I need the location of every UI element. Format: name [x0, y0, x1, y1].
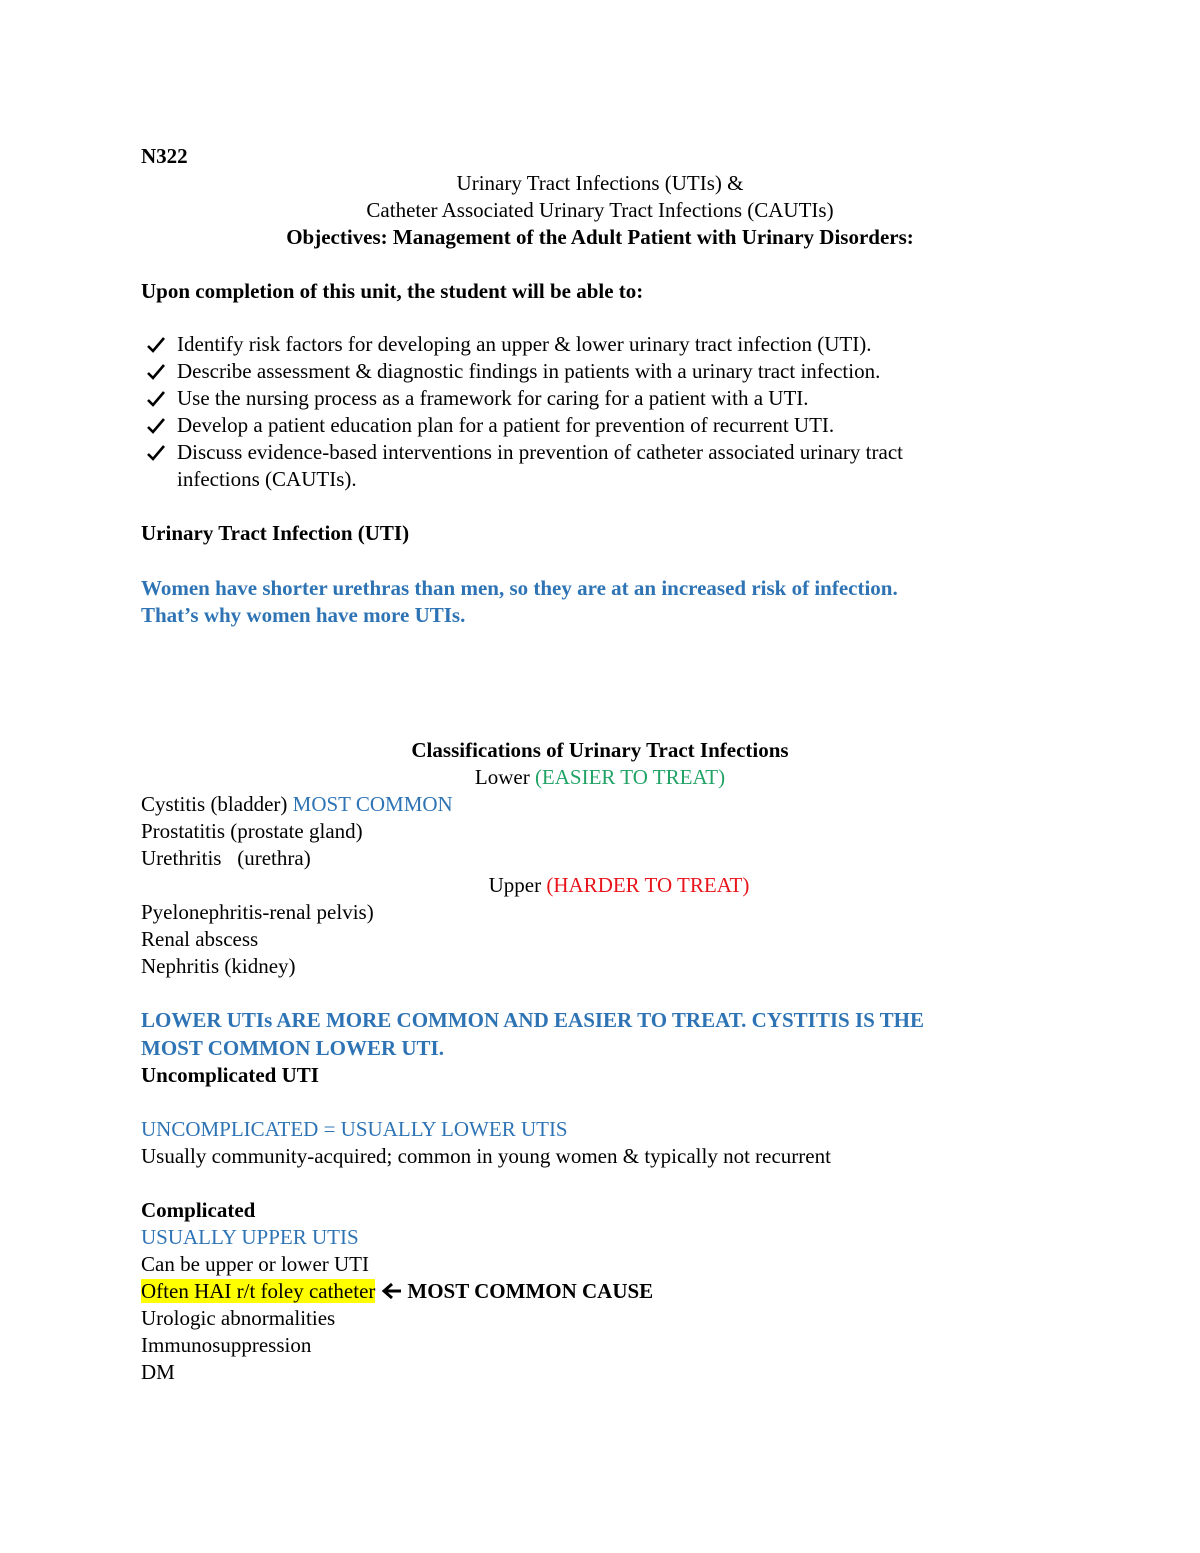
objective-text: Use the nursing process as a framework for caring for a patient with a UTI.: [177, 386, 809, 410]
uti-heading: Urinary Tract Infection (UTI): [141, 521, 410, 545]
checkmark-icon: [146, 439, 166, 466]
course-code: N322: [141, 144, 188, 168]
title-line-1: Urinary Tract Infections (UTIs) &: [456, 171, 744, 195]
complicated-item: Urologic abnormalities: [141, 1306, 336, 1330]
classifications-heading: Classifications of Urinary Tract Infections: [411, 738, 789, 762]
complicated-item-cause: [141, 1278, 653, 1305]
complicated-item: Can be upper or lower UTI: [141, 1252, 370, 1276]
arrow-left-icon: [381, 1282, 403, 1300]
checkmark-icon: [146, 331, 166, 358]
lower-item: Prostatitis (prostate gland): [141, 819, 363, 843]
note-women-line-1: Women have shorter urethras than men, so they are at an increased risk of infection.: [141, 576, 898, 600]
uncomplicated-desc: Usually community-acquired; common in young women & typically not recurrent: [141, 1144, 831, 1168]
cause-label: MOST COMMON CAUSE: [407, 1279, 654, 1303]
objective-item: [177, 331, 872, 358]
note-women-line-2: That’s why women have more UTIs.: [141, 603, 466, 627]
objective-text: infections (CAUTIs).: [177, 467, 357, 491]
checkmark-icon: [146, 385, 166, 412]
objective-item: [177, 385, 809, 412]
lower-note: (EASIER TO TREAT): [534, 765, 726, 789]
note-lower-line-2: MOST COMMON LOWER UTI.: [141, 1036, 444, 1060]
upper-item: Pyelonephritis-renal pelvis): [141, 900, 374, 924]
uncomplicated-note: UNCOMPLICATED = USUALLY LOWER UTIS: [141, 1117, 568, 1141]
highlighted-text: Often HAI r/t foley catheter: [141, 1279, 376, 1303]
intro-text: Upon completion of this unit, the student will be able to:: [141, 279, 644, 303]
upper-item: Renal abscess: [141, 927, 259, 951]
title-line-2: Catheter Associated Urinary Tract Infections (CAUTIs): [366, 198, 834, 222]
objective-item: [177, 358, 880, 385]
lower-item-note: MOST COMMON: [292, 792, 453, 816]
objective-item: [177, 439, 903, 466]
uncomplicated-heading: Uncomplicated UTI: [141, 1063, 319, 1087]
upper-note: (HARDER TO TREAT): [546, 873, 750, 897]
complicated-note: USUALLY UPPER UTIS: [141, 1225, 359, 1249]
upper-label-line: [0, 872, 1200, 899]
objective-text: Describe assessment & diagnostic findings in patients with a urinary tract infection.: [177, 359, 881, 383]
note-lower-line-1: LOWER UTIs ARE MORE COMMON AND EASIER TO TREAT. CYSTITIS IS THE: [141, 1008, 925, 1032]
upper-label: Upper: [488, 873, 542, 897]
checkmark-icon: [146, 358, 166, 385]
complicated-item: DM: [141, 1360, 175, 1384]
objective-item-continued: [177, 466, 357, 493]
upper-item: Nephritis (kidney): [141, 954, 296, 978]
objective-item: [177, 412, 834, 439]
objectives-heading: Objectives: Management of the Adult Patient with Urinary Disorders:: [286, 225, 914, 249]
objective-text: Discuss evidence-based interventions in prevention of catheter associated urinary tract: [177, 440, 903, 464]
lower-label: Lower: [474, 765, 530, 789]
complicated-item: Immunosuppression: [141, 1333, 312, 1357]
objective-text: Develop a patient education plan for a patient for prevention of recurrent UTI.: [177, 413, 835, 437]
lower-label-line: [0, 764, 1200, 791]
lower-item: Urethritis (urethra): [141, 846, 311, 870]
lower-item-text: Cystitis (bladder): [141, 792, 288, 816]
checkmark-icon: [146, 412, 166, 439]
objective-text: Identify risk factors for developing an upper & lower urinary tract infection (UTI).: [177, 332, 872, 356]
lower-item: [141, 791, 453, 818]
complicated-heading: Complicated: [141, 1198, 256, 1222]
